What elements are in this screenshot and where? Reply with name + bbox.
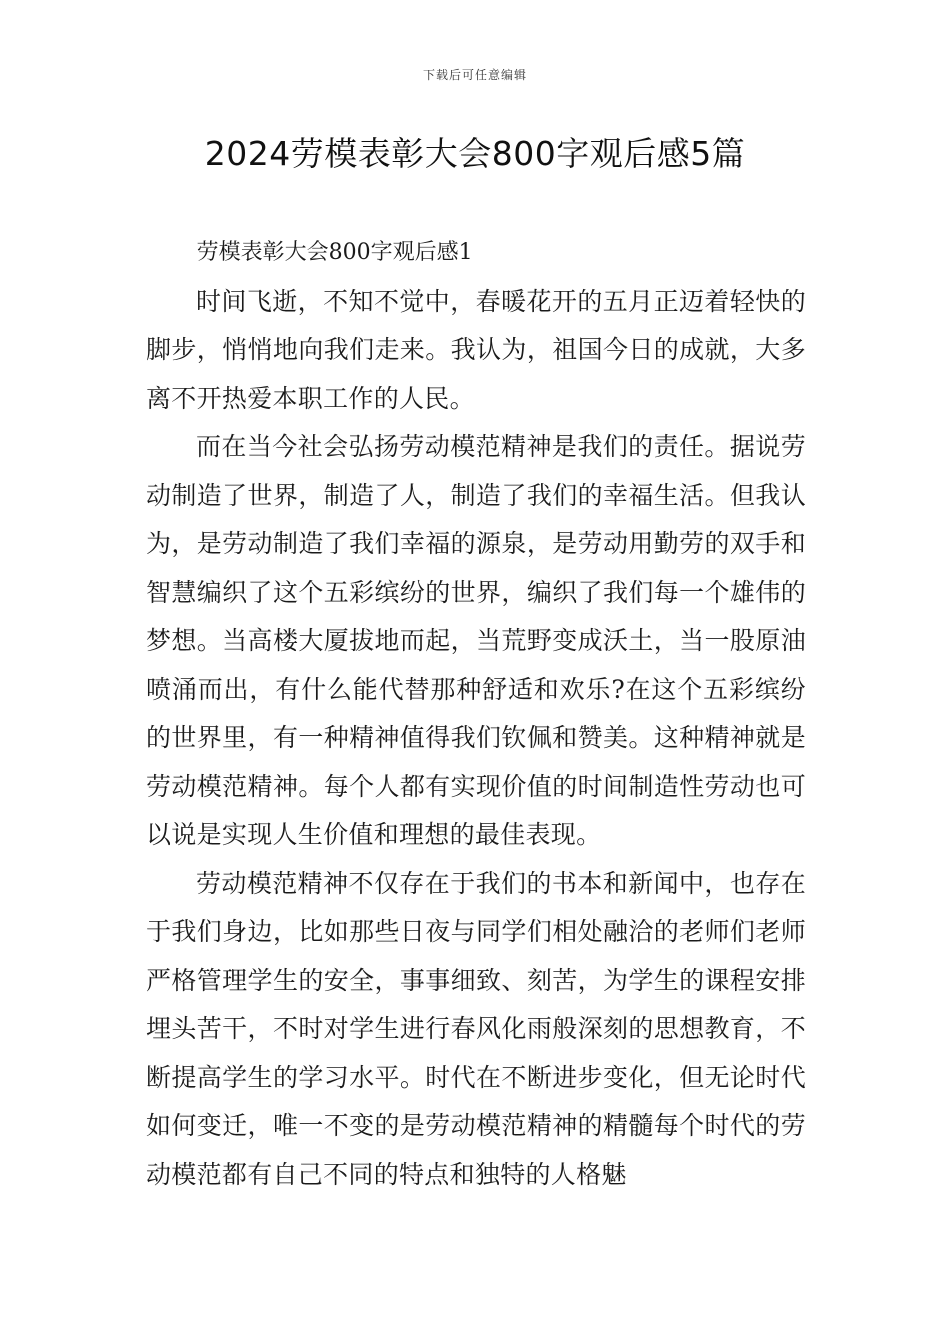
document-body: [146, 229, 806, 1199]
section-heading: 劳模表彰大会800字观后感1: [196, 240, 473, 265]
paragraph-2: 而在当今社会弘扬劳动模范精神是我们的责任。据说劳动制造了世界，制造了人，制造了我们的幸福生活。但我认为，是劳动制造了我们幸福的源泉，是劳动用勤劳的双手和智慧编织了这个五彩缤纷的世界，编织了我们每一个雄伟的梦想。当高楼大厦拔地而起，当荒野变成沃土，当一股原油喷涌而出，有什么能代替那种舒适和欢乐?在这个五彩缤纷的世界里，有一种精神值得我们钦佩和赞美。这种精神就是劳动模范精神。每个人都有实现价值的时间制造性劳动也可以说是实现人生价值和理想的最佳表现。: [146, 432, 806, 849]
paragraph-3: 劳动模范精神不仅存在于我们的书本和新闻中，也存在于我们身边，比如那些日夜与同学们相处融洽的老师们老师严格管理学生的安全，事事细致、刻苦，为学生的课程安排埋头苦干，不时对学生进行春风化雨般深刻的思想教育，不断提高学生的学习水平。时代在不断进步变化，但无论时代如何变迁，唯一不变的是劳动模范精神的精髓每个时代的劳动模范都有自己不同的特点和独特的人格魅: [146, 868, 806, 1189]
header-note: 下载后可任意编辑: [422, 68, 527, 82]
document-title: 2024劳模表彰大会800字观后感5篇: [204, 134, 746, 173]
paragraph-1: 时间飞逝，不知不觉中，春暖花开的五月正迈着轻快的脚步，悄悄地向我们走来。我认为，祖国今日的成就，大多离不开热爱本职工作的人民。: [146, 286, 806, 413]
